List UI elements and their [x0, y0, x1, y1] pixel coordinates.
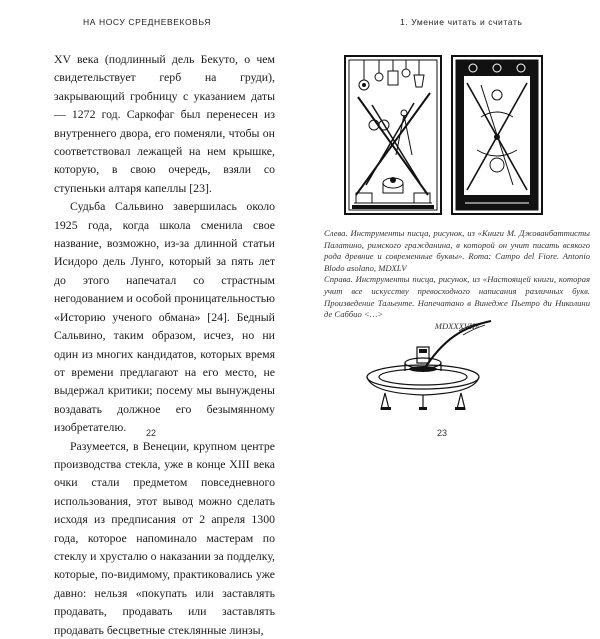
scribe-tools-woodcut-right [451, 55, 543, 215]
left-page [0, 0, 300, 637]
body-text [54, 50, 275, 639]
caption-left: Слева. Инструменты писца, рисунок, из «Книги М. Джованбаттисты Палатино, римского гражданина, в которой он учит писать всякого рода древние и современные буквы». Roma: Campo del Fiore. Antonio Blodo asolano, MDXLV [324, 228, 590, 273]
page-number-left: 22 [146, 428, 157, 438]
running-head-right: 1. Умение читать и считать [400, 17, 523, 27]
figure-caption [324, 228, 590, 332]
page-number-right: 23 [437, 428, 448, 438]
running-head-left: НА НОСУ СРЕДНЕВЕКОВЬЯ [83, 17, 211, 27]
inkwell-quill-woodcut [363, 319, 495, 419]
right-page [300, 0, 600, 470]
paragraph-2: Судьба Сальвино завершилась около 1925 года, когда школа сменила свое название, возможно, из-за длинной статьи Исидоро дель Лунго, который за пять лет до этого напечатал со страстным негодованием и особой проницательностью «Историю ученого обмана» [24]. Бедный Сальвино, таким образом, исчез, но ни один из многих кандидатов, которых время от времени предлагают на его место, не выдержал критики; посему мы вынуждены воздавать должное его безымянному изобретателю. [54, 199, 275, 435]
caption-right: Справа. Инструменты писца, рисунок, из «Настоящей книги, которая учит все искусству превосходного написания различных букв. Произведение Тальенте. Напечатано в Винедже Пьетро ди Николини де Саббио <…> [324, 274, 590, 320]
caption-year: MDXXXVII» [434, 320, 480, 331]
paragraph-1: XV века (подлинный дель Бекуто, о чем свидетельствует герб на груди), закрывающий гробницу с указанием даты — 1272 год. Саркофаг был перенесен из внутреннего двора, его поменяли, чтобы он соответствовал лежащей на нем крышке, которую, в свою очередь, взяли со ступеньки алтаря капеллы [23]. [54, 52, 275, 195]
scribe-tools-woodcut-left [344, 55, 442, 215]
paragraph-3: Разумеется, в Венеции, крупном центре производства стекла, уже в конце XIII века очки стали предметом повседневного использования, этот вывод можно сделать исходя из предписания от 2 апреля 1300 года, которое напоминало мастерам по стеклу и хрусталю о наказании за подделку, которые, по-видимому, практиковались уже давно: нельзя «покупать или заставлять продавать, продавать или заставлять продавать бесцветные стеклянные линзы, [54, 438, 275, 637]
